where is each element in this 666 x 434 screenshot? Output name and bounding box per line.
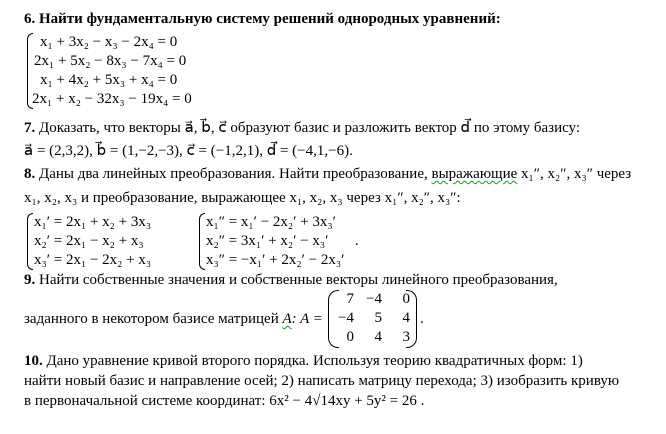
right-transform-3: x₃″ = −x₁′ + 2x₂′ − 2x₃′ [206,252,345,268]
problem-9-number: 9. [24,272,36,288]
matrix-cell: 3 [402,329,410,345]
matrix-cell: 5 [374,310,382,326]
right-transform-2: x₂″ = 3x₁′ + x₂′ − x₃′ [206,233,329,249]
left-transform-3: x₃′ = 2x₁ − 2x₂ + x₃ [34,252,152,268]
problem-6-title: 6. Найти фундаментальную систему решений однородных уравнений: [24,11,501,27]
problem-9-line-2 [24,310,323,328]
problem-10-number: 10. [24,353,43,369]
problem-9-statement [24,271,558,289]
matrix-cell: 0 [346,329,354,345]
equation-2: 2x₁ + 5x₂ − 8x₃ − 7x₄ = 0 [34,53,187,69]
equation-1: x₁ + 3x₂ − x₃ − 2x₄ = 0 [40,34,178,50]
problem-10-statement [24,352,583,370]
equation-3: x₁ + 4x₂ + 5x₃ + x₄ = 0 [40,72,178,88]
left-transform-1: x₁′ = 2x₁ + x₂ + 3x₃ [34,214,152,230]
left-transform-2: x₂′ = 2x₁ − x₂ + x₃ [34,233,144,249]
problem-8-number: 8. [24,166,36,182]
matrix-cell: 7 [346,291,354,307]
right-transform-1: x₁″ = x₁′ − 2x₂′ + 3x₃′ [206,214,336,230]
problem-7-number: 7. [24,120,36,136]
problem-7-statement [24,119,580,137]
problem-9-text: Найти собственные значения и собственные векторы линейного преобразования, [35,272,558,288]
problem-10-line-2: найти новый базис и направление осей; 2) написать матрицу перехода; 3) изобразить кривую [24,373,620,389]
problem-8-text: Даны два линейных преобразования. Найти преобразование, [35,166,432,182]
problem-8-text-tail: x₁″, x₂″, x₃″ через [517,166,632,182]
matrix-cell: 4 [374,329,382,345]
problem-8-end-period: . [355,233,359,249]
right-system-brace [199,213,205,270]
problem-7-text: Доказать, что векторы a⃗, b⃗, c⃗ образуют базис и разложить вектор d⃗ по этому базису: [35,120,581,136]
left-system-brace [27,213,33,270]
matrix-cell: −4 [338,310,354,326]
matrix-cell: −4 [366,291,382,307]
problem-10-line-3: в первоначальной системе координат: 6x² − 4√14xy + 5y² = 26 . [24,393,425,409]
matrix-name: A [282,311,292,327]
problem-9-line-2-text: заданного в некотором базисе матрицей [24,311,283,327]
problem-8-statement [24,165,631,183]
matrix-cell: 4 [402,310,410,326]
problem-7-vectors: a⃗ = (2,3,2), b⃗ = (1,−2,−3), c⃗ = (−1,2,1), d⃗ = (−4,1,−6). [24,143,353,159]
problem-9-end-period: . [420,311,424,327]
problem-8-wavy-word: выражающие [431,166,518,182]
problem-10-line-1: Дано уравнение кривой второго порядка. Используя теорию квадратичных форм: 1) [42,353,583,369]
problem-8-line-2: x₁, x₂, x₃ и преобразование, выражающее x₁, x₂, x₃ через x₁″, x₂″, x₃″: [24,190,461,206]
equation-4: 2x₁ + x₂ − 32x₃ − 19x₄ = 0 [32,91,192,107]
matrix-cell: 0 [402,291,410,307]
matrix-equation-prefix: : A = [291,311,323,327]
